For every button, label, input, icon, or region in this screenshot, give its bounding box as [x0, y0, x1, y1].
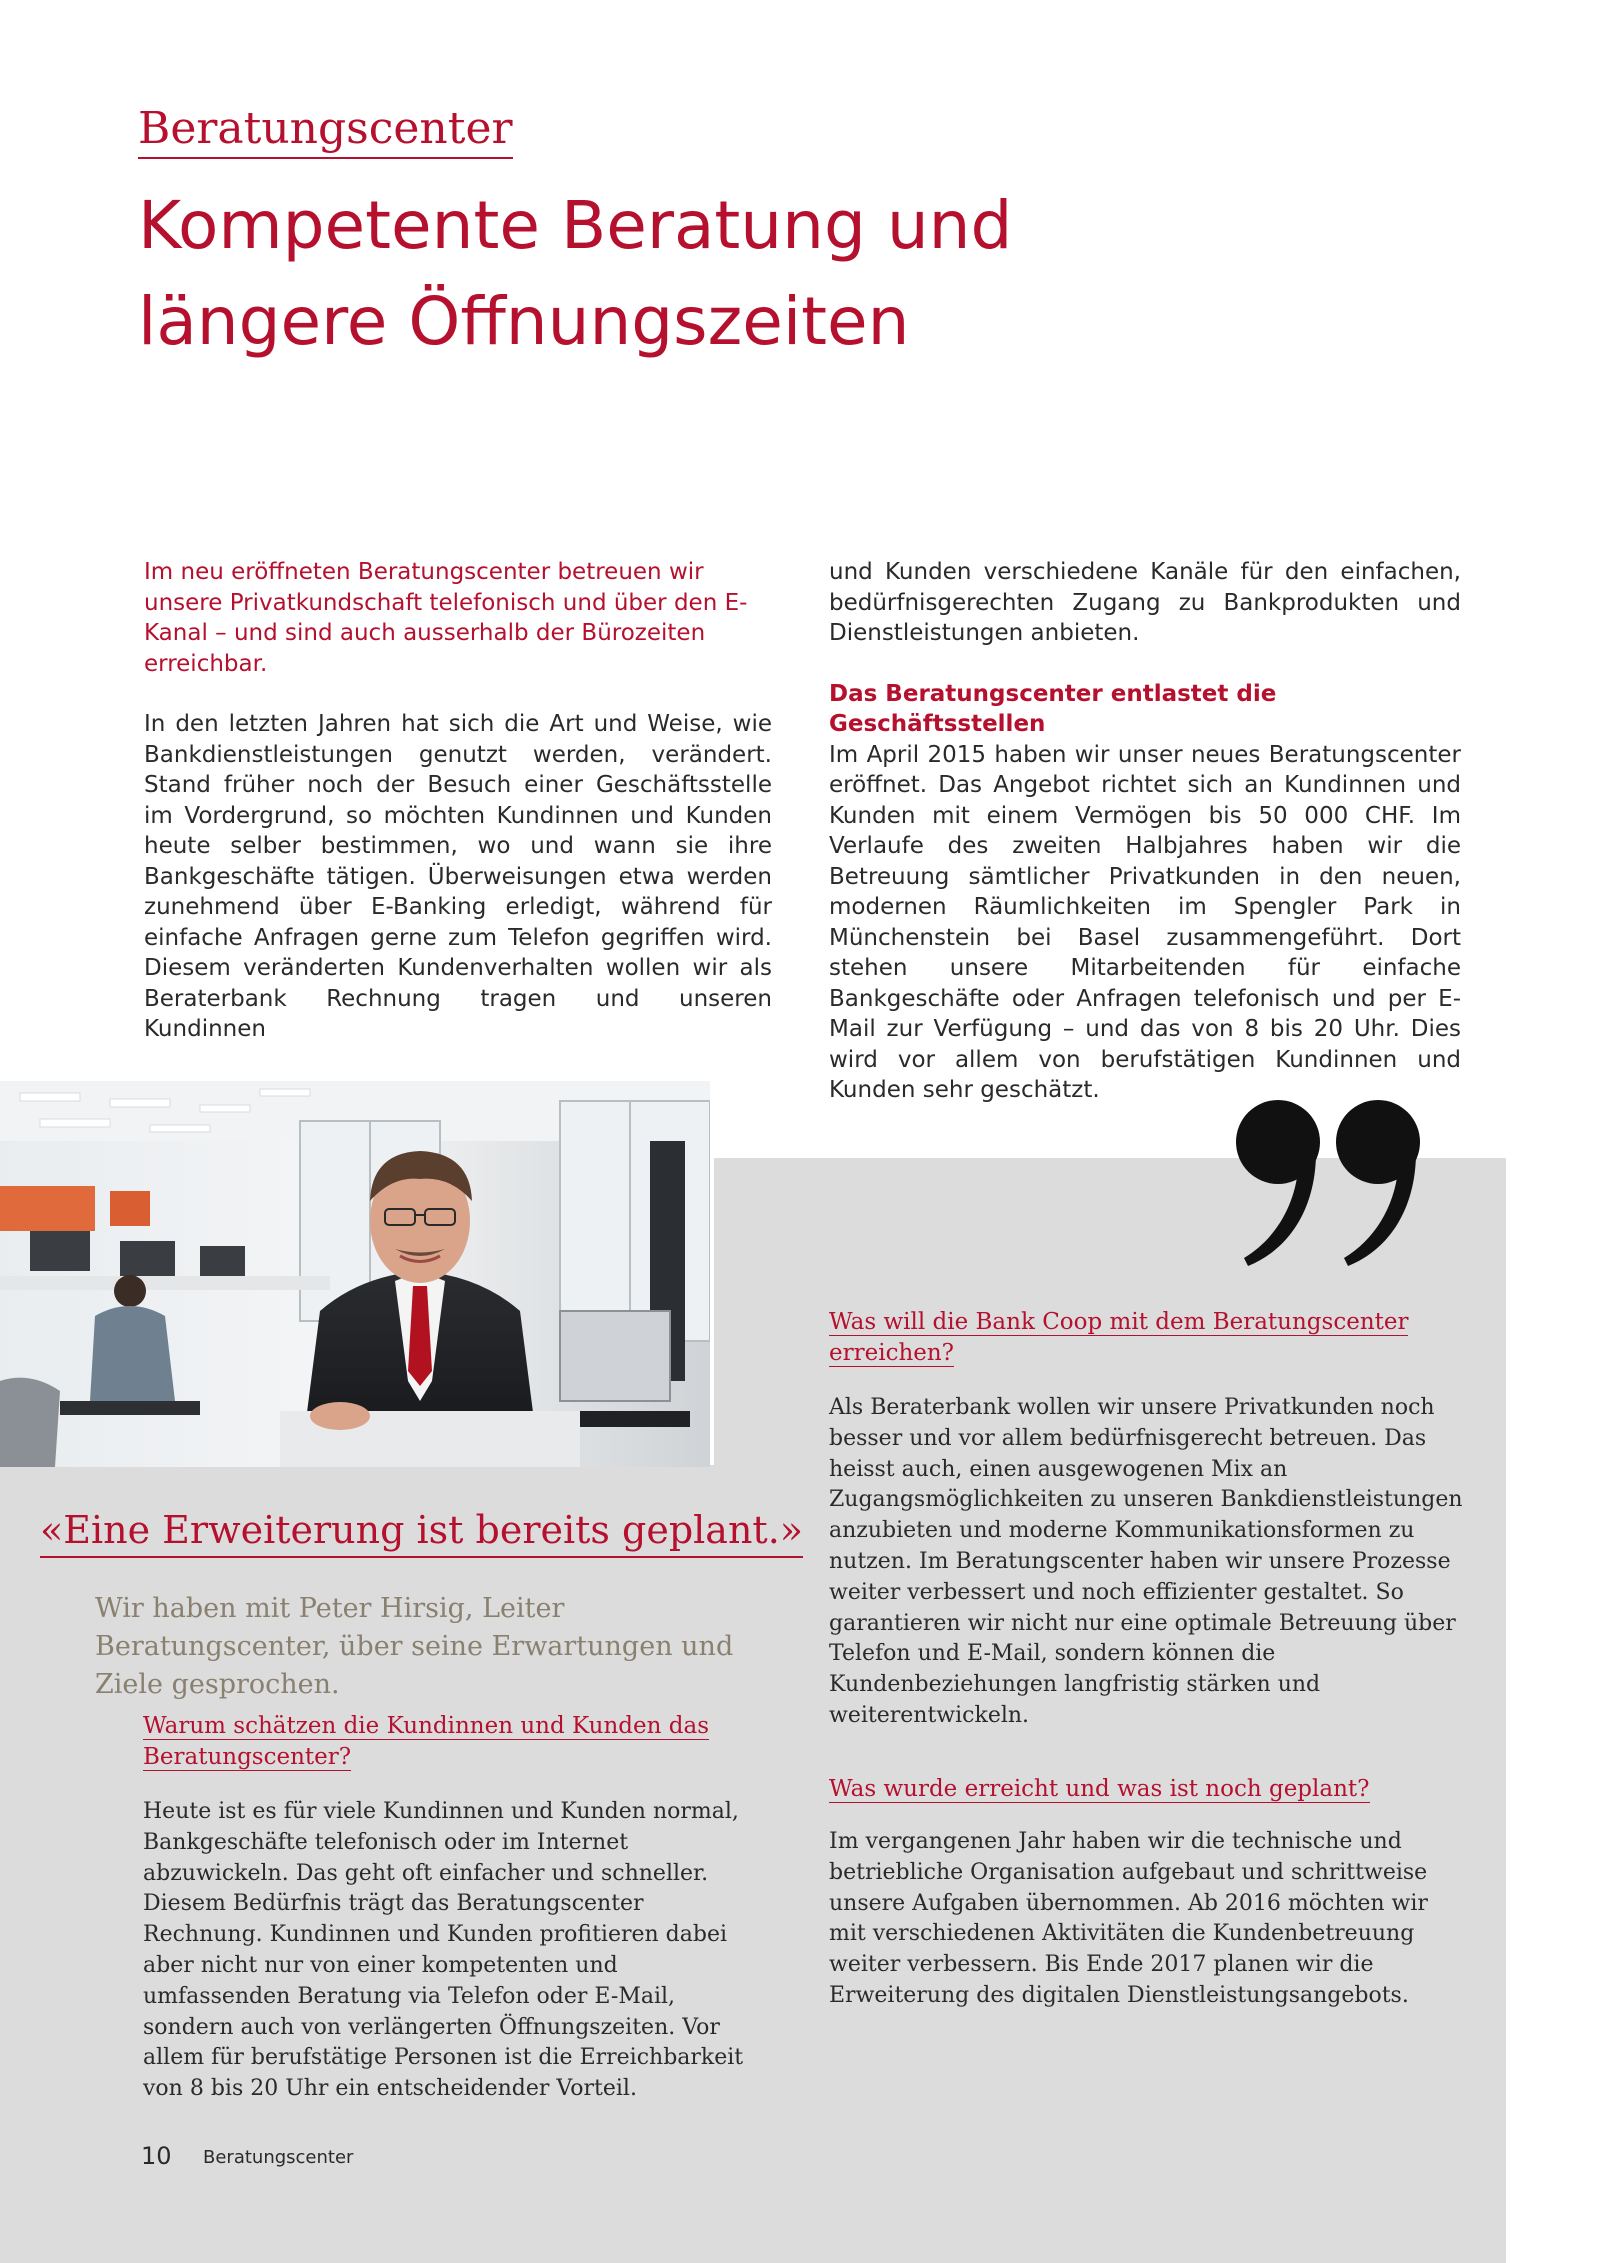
question-3-text: Was wurde erreicht und was ist noch geplant?: [829, 1776, 1370, 1802]
intro-paragraph-2: Im April 2015 haben wir unser neues Beratungscenter eröffnet. Das Angebot richtet sich an Kundinnen und Kunden mit einem Vermögen bis 50 000 CHF. Im Verlaufe des zweiten Halbjahres haben wir die Betreuung sämtlicher Privatkunden in den neuen, modernen Räumlichkeiten im Spengler Park in Münchenstein bei Basel zusammengeführt. Dort stehen unsere Mitarbeitenden für einfache Bankgeschäfte oder Anfragen telefonisch und per E-Mail zur Verfügung – und das von 8 bis 20 Uhr. Dies wird vor allem von berufstätigen Kundinnen und Kunden sehr geschätzt.: [829, 741, 1461, 1103]
page-title-line1: Kompetente Beratung und: [138, 187, 1013, 264]
answer-1: Heute ist es für viele Kundinnen und Kunden normal, Bankgeschäfte telefonisch oder im Internet abzuwickeln. Das geht oft einfacher und schneller. Diesem Bedürfnis trägt das Beratungscenter Rechnung. Kundinnen und Kunden profitieren dabei aber nicht nur von einer kompetenten und umfassenden Beratung via Telefon oder E-Mail, sondern auch von verlängerten Öffnungszeiten. Vor allem für berufstätige Personen ist die Erreichbarkeit von 8 bis 20 Uhr ein entscheidender Vorteil.: [143, 1799, 744, 2102]
intro-column-right: [829, 557, 1461, 1106]
intro-paragraph-1: In den letzten Jahren hat sich die Art und Weise, wie Bankdienstleistungen genutzt werden, verändert. Stand früher noch der Besuch einer Geschäftsstelle im Vordergrund, so möchten Kundinnen und Kunden heute selber bestimmen, wo und wann sie ihre Bankgeschäfte tätigen. Überweisungen etwa werden zunehmend über E-Banking erledigt, während für einfache Anfragen gerne zum Telefon gegriffen wird. Diesem veränderten Kundenverhalten wollen wir als Beraterbank Rechnung tragen und unseren Kundinnen: [144, 711, 772, 1042]
intro-column-left: [144, 557, 772, 1045]
page-title: [138, 178, 1038, 370]
question-3: [829, 1774, 1469, 1805]
answer-2: Als Beraterbank wollen wir unsere Privatkunden noch besser und vor allem bedürfnisgerecht betreuen. Das heisst auch, einen ausgewogenen Mix an Zugangsmöglichkeiten zu unseren Bankdienstleistungen anzubieten und moderne Kommunikationsformen zu nutzen. Im Beratungscenter haben wir unsere Prozesse weiter verbessert und noch effizienter gestaltet. So garantieren wir nicht nur eine optimale Betreuung über Telefon und E-Mail, sondern können die Kundenbeziehungen langfristig stärken und weiterentwickeln.: [829, 1395, 1463, 1728]
question-2-text: Was will die Bank Coop mit dem Beratungscenter erreichen?: [829, 1309, 1409, 1366]
page-number: 10: [141, 2142, 172, 2170]
pull-quote: «Eine Erweiterung ist bereits geplant.»: [40, 1508, 803, 1558]
interview-q3-block: [829, 1774, 1469, 2012]
intro-subheading: Das Beratungscenter entlastet die Geschäftsstellen: [829, 680, 1277, 737]
section-label: Beratungscenter: [138, 104, 513, 159]
question-2: [829, 1307, 1469, 1369]
answer-3: Im vergangenen Jahr haben wir die technische und betriebliche Organisation aufgebaut und schrittweise unsere Aufgaben übernommen. Ab 2016 möchten wir mit verschiedenen Aktivitäten die Kundenbetreuung weiter verbessern. Bis Ende 2017 planen wir die Erweiterung des digitalen Dienstleistungsangebots.: [829, 1829, 1428, 2008]
interview-lede: Wir haben mit Peter Hirsig, Leiter Beratungscenter, über seine Erwartungen und Ziele gesprochen.: [95, 1593, 734, 1700]
footer-section-label: Beratungscenter: [203, 2147, 354, 2168]
intro-lead: Im neu eröffneten Beratungscenter betreuen wir unsere Privatkundschaft telefonisch und über den E-Kanal – und sind auch ausserhalb der Bürozeiten erreichbar.: [144, 559, 748, 677]
question-1-text: Warum schätzen die Kundinnen und Kunden das Beratungscenter?: [143, 1713, 709, 1770]
question-1: [143, 1711, 763, 1773]
interview-q2-block: [829, 1307, 1469, 1732]
closing-quote-icon: [1228, 1090, 1438, 1270]
page-title-line2: längere Öffnungszeiten: [138, 283, 910, 360]
intro-paragraph-1-continued: und Kunden verschiedene Kanäle für den einfachen, bedürfnisgerechten Zugang zu Bankprodukten und Dienstleistungen anbieten.: [829, 559, 1461, 646]
portrait-photo: [0, 1081, 710, 1467]
interview-q1-block: [143, 1711, 763, 2105]
